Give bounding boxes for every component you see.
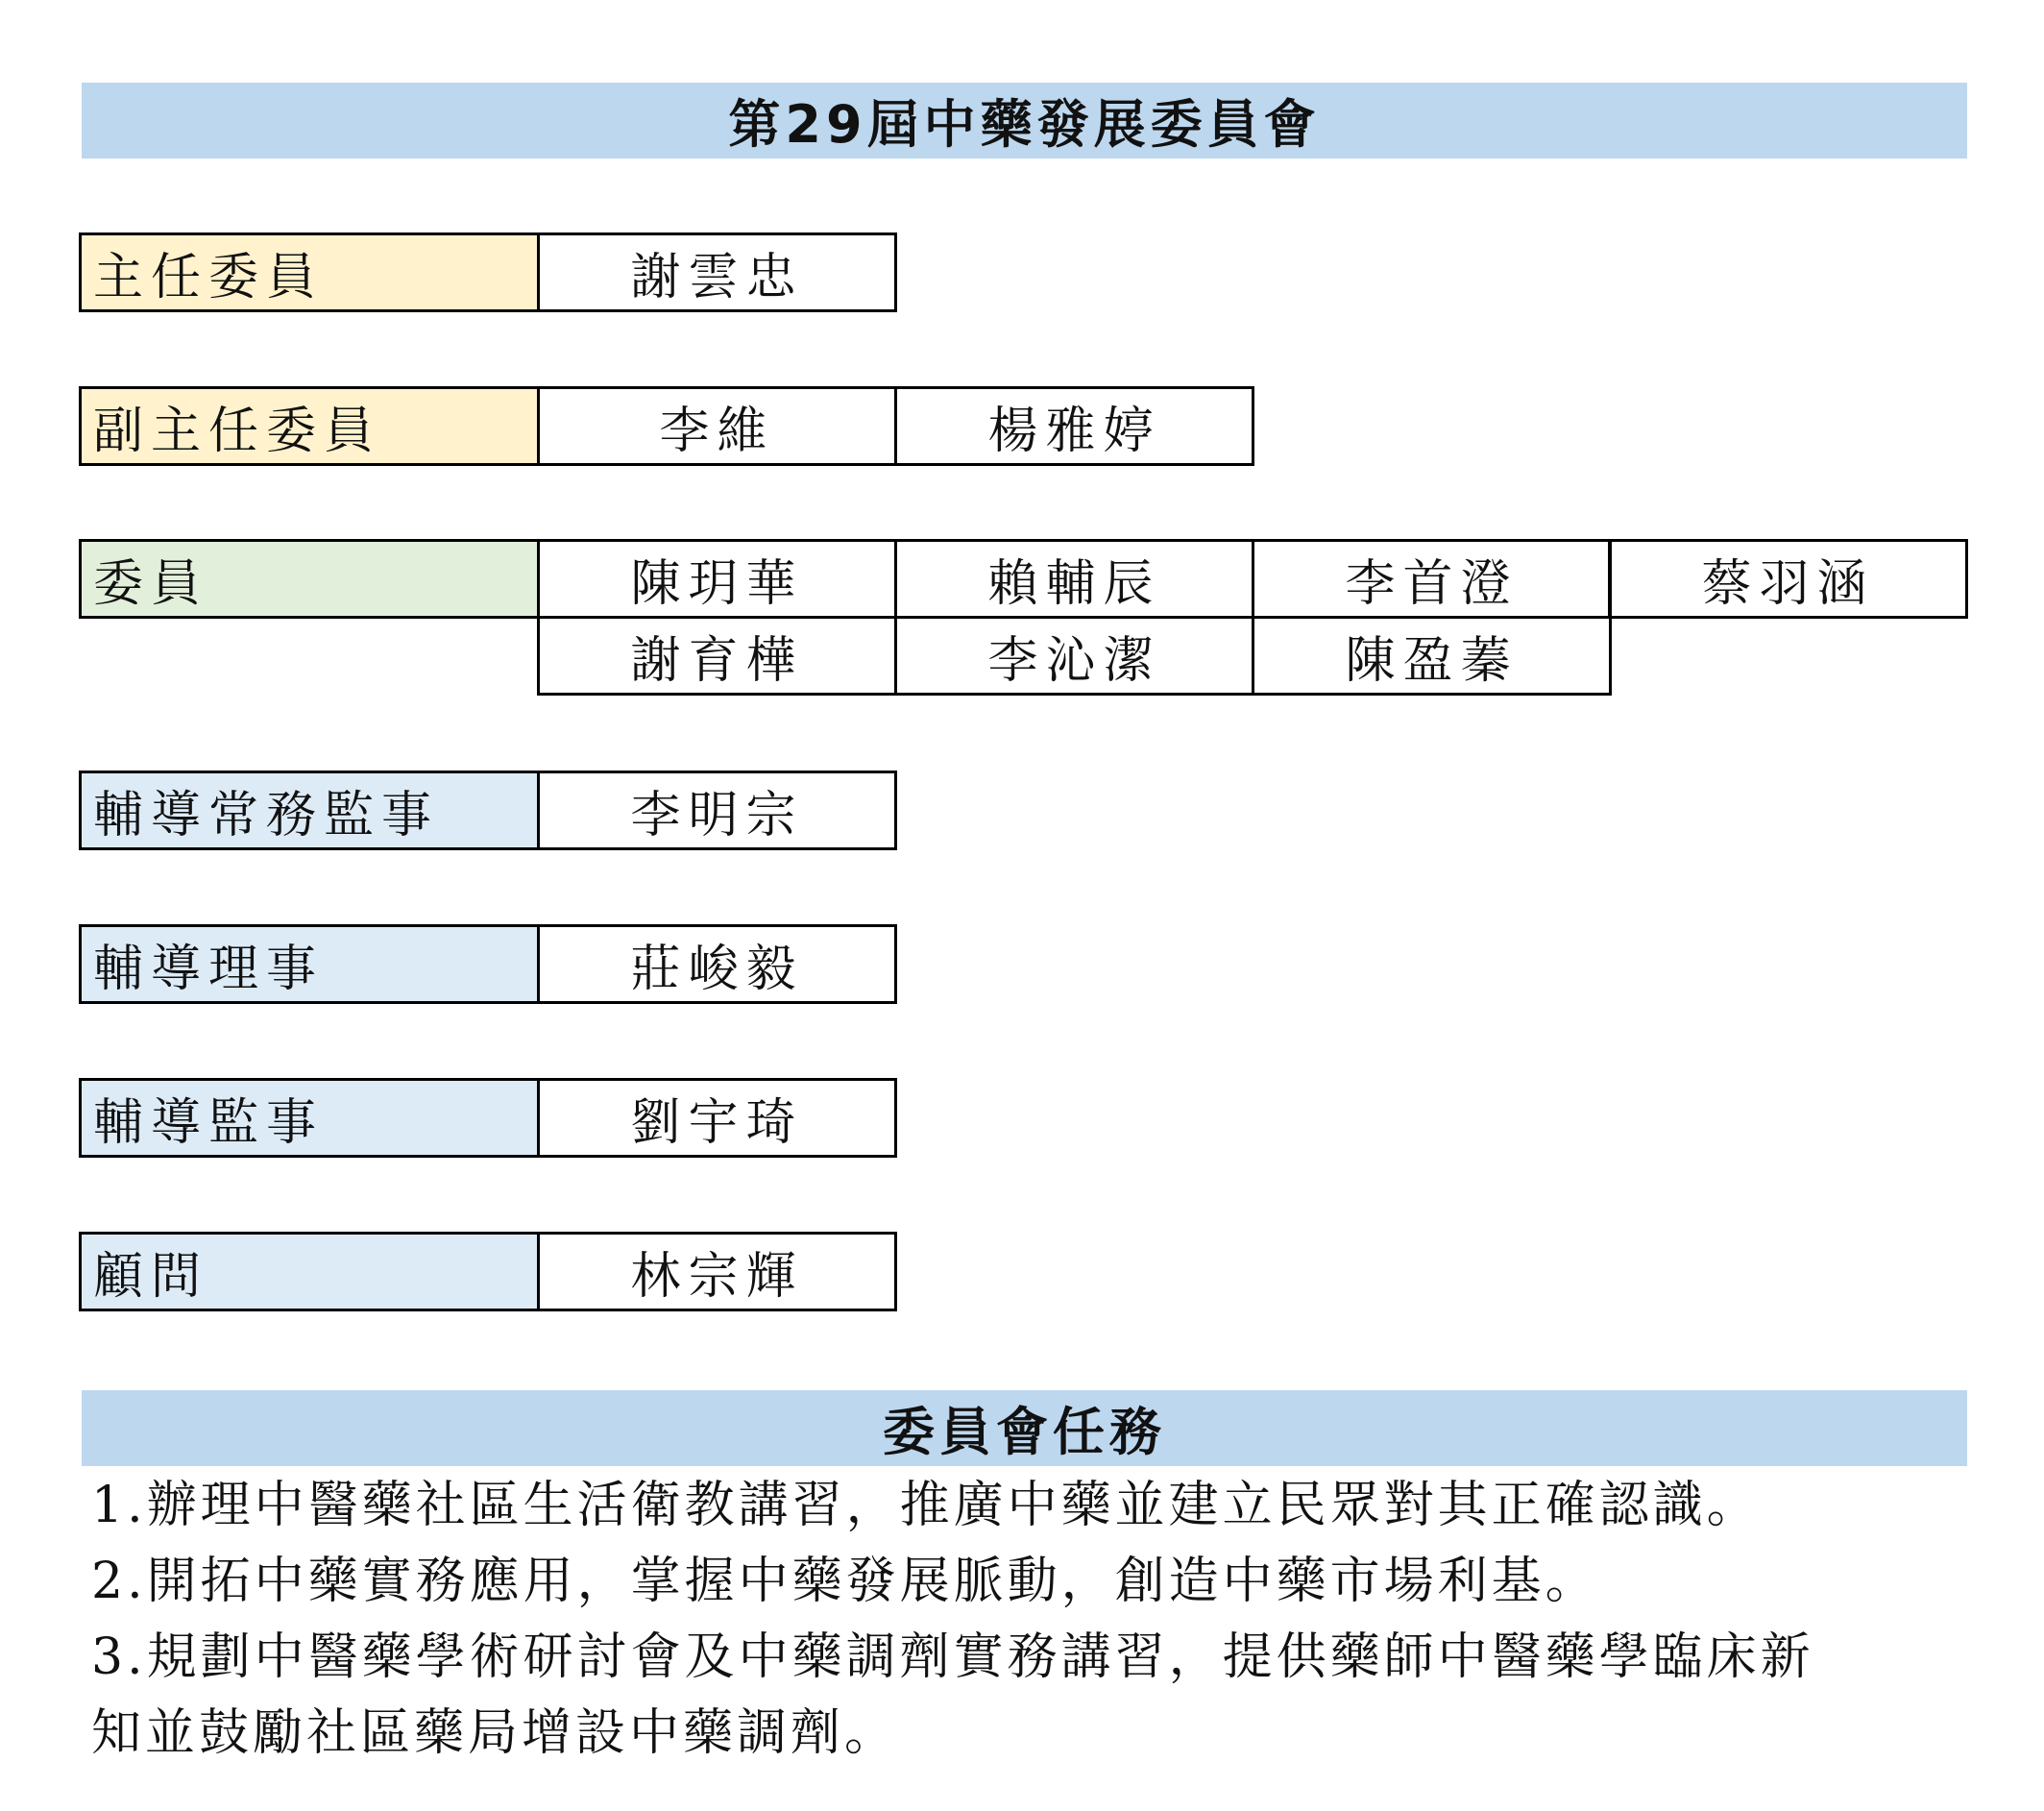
name-cell-advisor: 林宗輝 bbox=[537, 1232, 897, 1311]
name-cell-director: 莊峻毅 bbox=[537, 924, 897, 1004]
mission-list bbox=[91, 1468, 1974, 1772]
name-cell-member: 謝育樺 bbox=[537, 616, 897, 696]
name-cell-member: 李首澄 bbox=[1252, 539, 1612, 619]
role-label-standing-supervisor: 輔導常務監事 bbox=[79, 771, 540, 850]
mission-item: 3.規劃中醫藥學術研討會及中藥調劑實務講習，提供藥師中醫藥學臨床新 bbox=[91, 1628, 1814, 1686]
role-label-vice-chair: 副主任委員 bbox=[79, 386, 540, 466]
role-label-advisor: 顧問 bbox=[79, 1232, 540, 1311]
name-cell-member: 賴輔辰 bbox=[894, 539, 1254, 619]
name-cell-member: 陳玥華 bbox=[537, 539, 897, 619]
role-label-members: 委員 bbox=[79, 539, 540, 619]
name-cell-supervisor: 劉宇琦 bbox=[537, 1078, 897, 1158]
name-cell-vice-chair: 楊雅婷 bbox=[894, 386, 1254, 466]
name-cell-member: 蔡羽涵 bbox=[1608, 539, 1968, 619]
role-label-chair: 主任委員 bbox=[79, 232, 540, 312]
page-title: 第29屆中藥發展委員會 bbox=[82, 83, 1967, 159]
role-label-supervisor: 輔導監事 bbox=[79, 1078, 540, 1158]
name-cell-standing-supervisor: 李明宗 bbox=[537, 771, 897, 850]
name-cell-member: 陳盈蓁 bbox=[1252, 616, 1612, 696]
mission-item: 知並鼓勵社區藥局增設中藥調劑。 bbox=[91, 1704, 899, 1762]
mission-item: 2.開拓中藥實務應用，掌握中藥發展脈動，創造中藥市場利基。 bbox=[91, 1553, 1599, 1610]
mission-item: 1.辦理中醫藥社區生活衛教講習，推廣中藥並建立民眾對其正確認識。 bbox=[91, 1477, 1761, 1534]
name-cell-member: 李沁潔 bbox=[894, 616, 1254, 696]
name-cell-chair: 謝雲忠 bbox=[537, 232, 897, 312]
mission-title: 委員會任務 bbox=[82, 1390, 1967, 1466]
role-label-director: 輔導理事 bbox=[79, 924, 540, 1004]
name-cell-vice-chair: 李維 bbox=[537, 386, 897, 466]
